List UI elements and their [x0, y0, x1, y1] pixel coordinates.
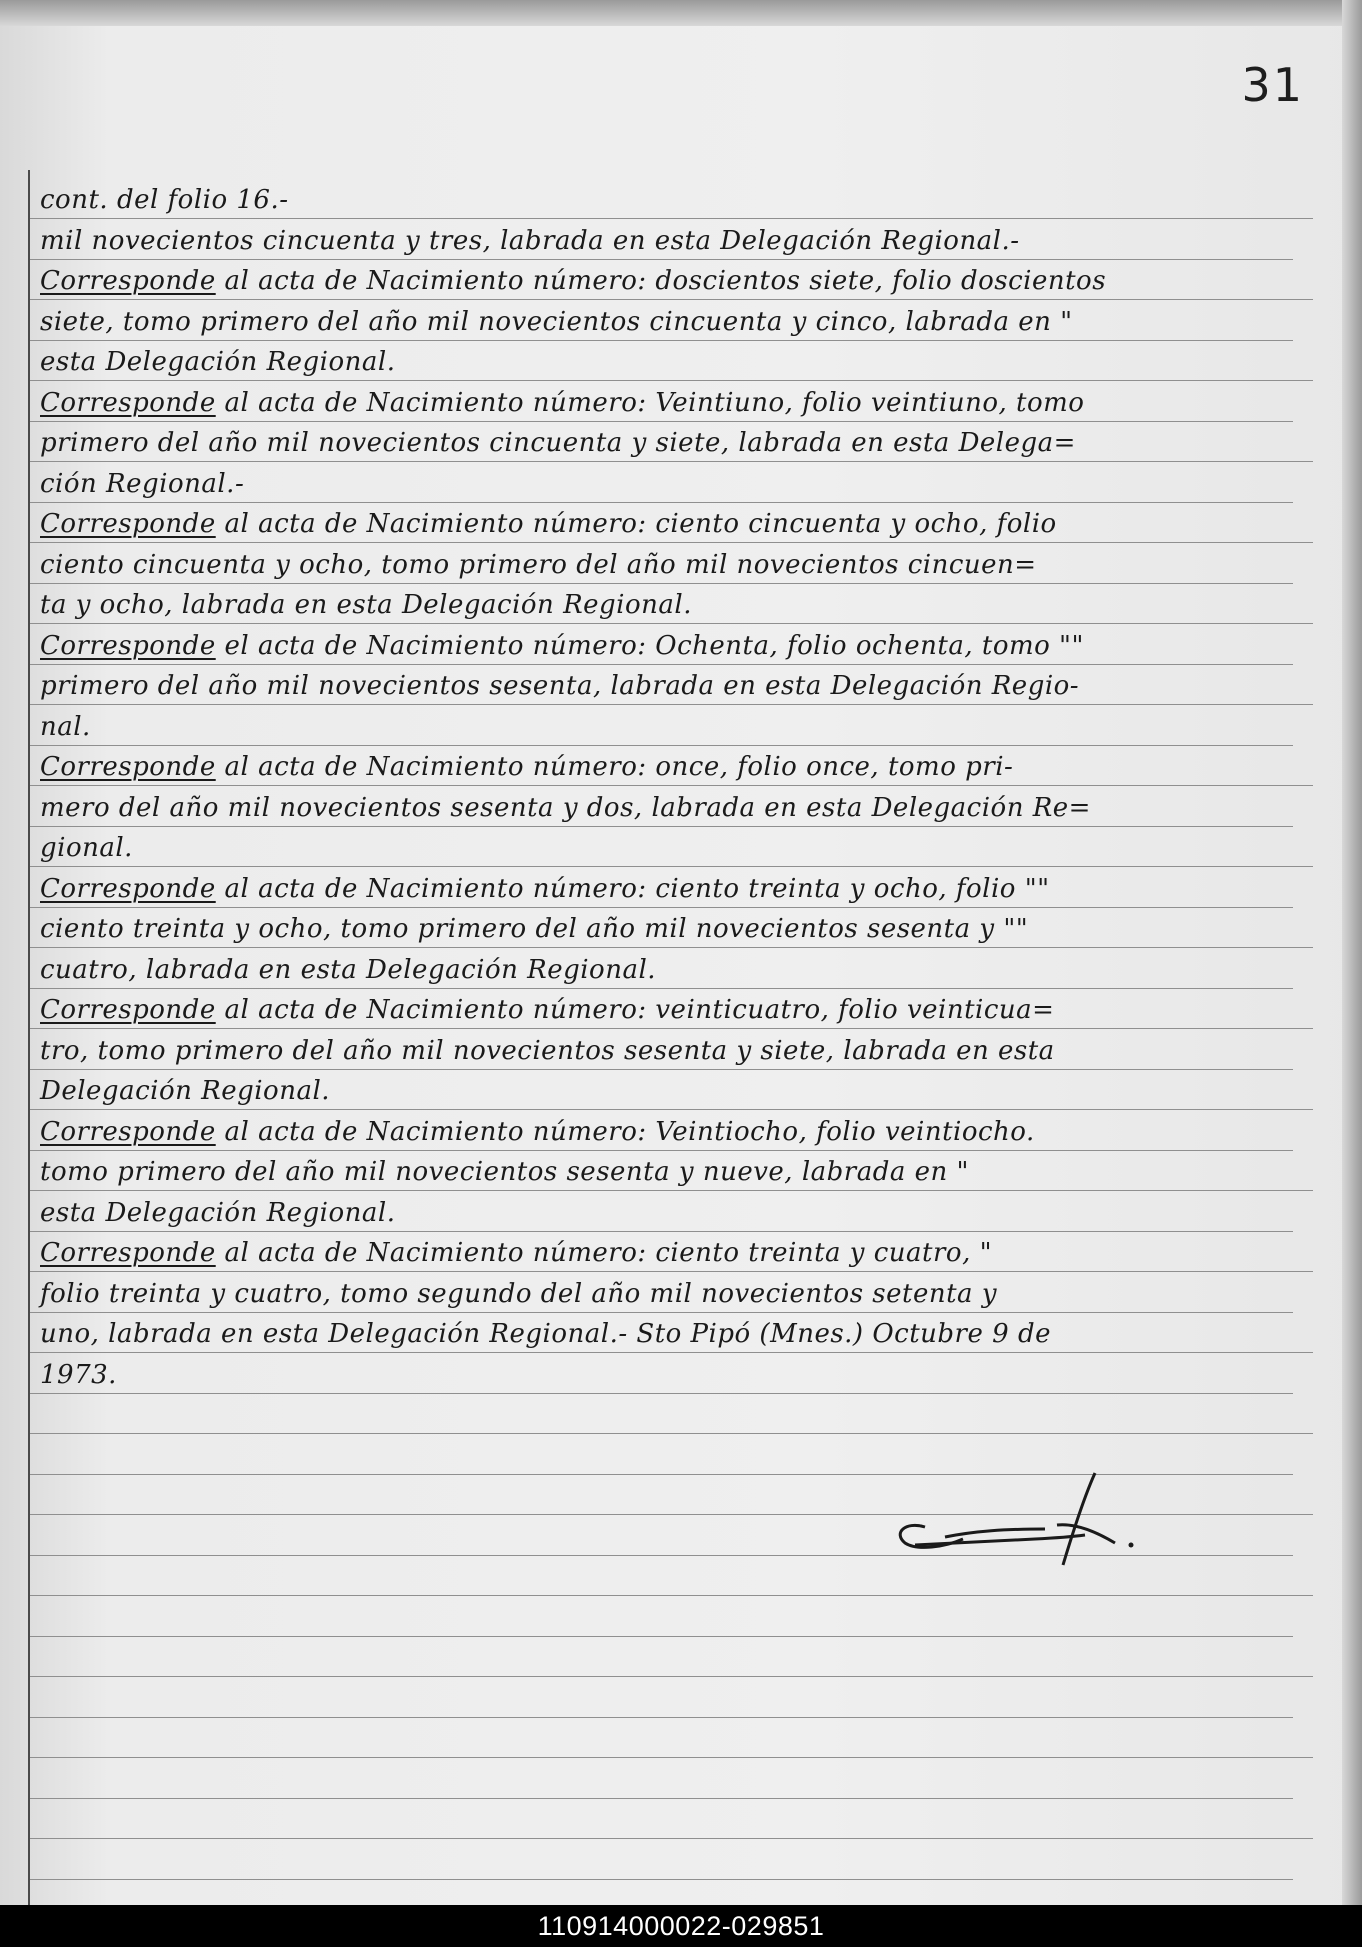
text-line-content: cont. del folio 16.- — [40, 185, 289, 215]
text-line — [40, 423, 1330, 464]
ruled-line — [28, 1676, 1313, 1677]
text-line — [40, 1274, 1330, 1315]
text-line-content: 1973. — [40, 1359, 117, 1390]
page-top-edge — [0, 0, 1362, 26]
text-line-content: ta y ocho, labrada en esta Delegación Regional. — [40, 590, 692, 620]
text-line — [40, 869, 1330, 910]
ruled-line — [28, 1879, 1293, 1880]
signature — [885, 1465, 1185, 1575]
text-line-content: folio treinta y cuatro, tomo segundo del año mil novecientos setenta y — [40, 1278, 998, 1309]
entry-lead-word: Corresponde — [40, 509, 216, 539]
entry-lead-word: Corresponde — [40, 266, 216, 296]
ruled-line — [28, 1433, 1313, 1434]
text-line — [40, 1152, 1330, 1193]
text-line-content: gional. — [40, 833, 133, 863]
text-line — [40, 1233, 1330, 1274]
ruled-line — [28, 1595, 1313, 1596]
entry-lead-word: Corresponde — [40, 995, 216, 1025]
text-line-content: al acta de Nacimiento número: doscientos siete, folio doscientos — [215, 266, 1107, 296]
text-line — [40, 950, 1330, 991]
text-line-content: esta Delegación Regional. — [40, 347, 396, 377]
text-line — [40, 1031, 1330, 1072]
entry-lead-word: Corresponde — [40, 630, 216, 661]
text-line — [40, 747, 1330, 788]
text-line — [40, 221, 1330, 262]
barcode-number: 110914000022-029851 — [537, 1910, 825, 1941]
handwritten-text — [40, 180, 1330, 1395]
text-line-content: primero del año mil novecientos sesenta, labrada en esta Delegación Regio- — [40, 671, 1080, 701]
ruled-line — [28, 1717, 1293, 1718]
text-line — [40, 666, 1330, 707]
text-line-content: al acta de Nacimiento número: ciento treinta y ocho, folio "" — [215, 873, 1050, 904]
text-line-content: al acta de Nacimiento número: ciento treinta y cuatro, " — [215, 1238, 993, 1268]
entry-lead-word: Corresponde — [40, 873, 216, 904]
margin-line — [28, 170, 30, 1905]
text-line — [40, 1314, 1330, 1355]
text-line — [40, 909, 1330, 950]
text-line — [40, 342, 1330, 383]
text-line-content: ciento cincuenta y ocho, tomo primero del año mil novecientos cincuen= — [40, 549, 1037, 580]
text-line-content: primero del año mil novecientos cincuenta y siete, labrada en esta Delega= — [40, 428, 1076, 458]
text-line — [40, 585, 1330, 626]
text-line — [40, 545, 1330, 586]
entry-lead-word: Corresponde — [40, 1116, 216, 1147]
text-line-content: tomo primero del año mil novecientos sesenta y nueve, labrada en " — [40, 1157, 969, 1187]
text-line-content: al acta de Nacimiento número: ciento cincuenta y ocho, folio — [215, 509, 1057, 539]
text-line — [40, 1355, 1330, 1396]
text-line-content: el acta de Nacimiento número: Ochenta, folio ochenta, tomo "" — [215, 630, 1084, 661]
text-line — [40, 504, 1330, 545]
text-line — [40, 180, 1330, 221]
text-line-content: tro, tomo primero del año mil novecientos sesenta y siete, labrada en esta — [40, 1035, 1055, 1066]
text-line-content: nal. — [40, 711, 91, 742]
text-line-content: ciento treinta y ocho, tomo primero del año mil novecientos sesenta y "" — [40, 914, 1029, 944]
text-line — [40, 707, 1330, 748]
text-line-content: mero del año mil novecientos sesenta y dos, labrada en esta Delegación Re= — [40, 792, 1091, 823]
text-line — [40, 990, 1330, 1031]
ruled-line — [28, 1757, 1313, 1758]
text-line — [40, 1193, 1330, 1234]
entry-lead-word: Corresponde — [40, 387, 216, 418]
ruled-line — [28, 1798, 1293, 1799]
text-line — [40, 788, 1330, 829]
ruled-line — [28, 1636, 1293, 1637]
ruled-line — [28, 1838, 1313, 1839]
text-line-content: al acta de Nacimiento número: Veintiocho, folio veintiocho. — [215, 1116, 1035, 1147]
page-right-edge — [1342, 0, 1362, 1905]
text-line — [40, 626, 1330, 667]
text-line — [40, 1112, 1330, 1153]
entry-lead-word: Corresponde — [40, 1238, 216, 1268]
text-line-content: esta Delegación Regional. — [40, 1197, 396, 1228]
text-line-content: cuatro, labrada en esta Delegación Regional. — [40, 954, 657, 985]
page-number: 31 — [1241, 58, 1304, 112]
entry-lead-word: Corresponde — [40, 752, 216, 782]
text-line — [40, 828, 1330, 869]
text-line — [40, 261, 1330, 302]
text-line-content: ción Regional.- — [40, 468, 245, 499]
text-line — [40, 464, 1330, 505]
text-line — [40, 302, 1330, 343]
text-line-content: al acta de Nacimiento número: Veintiuno, folio veintiuno, tomo — [215, 387, 1085, 418]
text-line-content: mil novecientos cincuenta y tres, labrada en esta Delegación Regional.- — [40, 225, 1020, 256]
barcode-strip — [0, 1905, 1362, 1947]
text-line — [40, 1071, 1330, 1112]
text-line-content: al acta de Nacimiento número: veinticuatro, folio veinticua= — [215, 995, 1055, 1025]
text-line-content: al acta de Nacimiento número: once, folio once, tomo pri- — [215, 752, 1014, 782]
text-line-content: uno, labrada en esta Delegación Regional.- Sto Pipó (Mnes.) Octubre 9 de — [40, 1319, 1051, 1349]
text-line-content: Delegación Regional. — [40, 1076, 331, 1106]
text-line-content: siete, tomo primero del año mil novecientos cincuenta y cinco, labrada en " — [40, 306, 1073, 337]
text-line — [40, 383, 1330, 424]
